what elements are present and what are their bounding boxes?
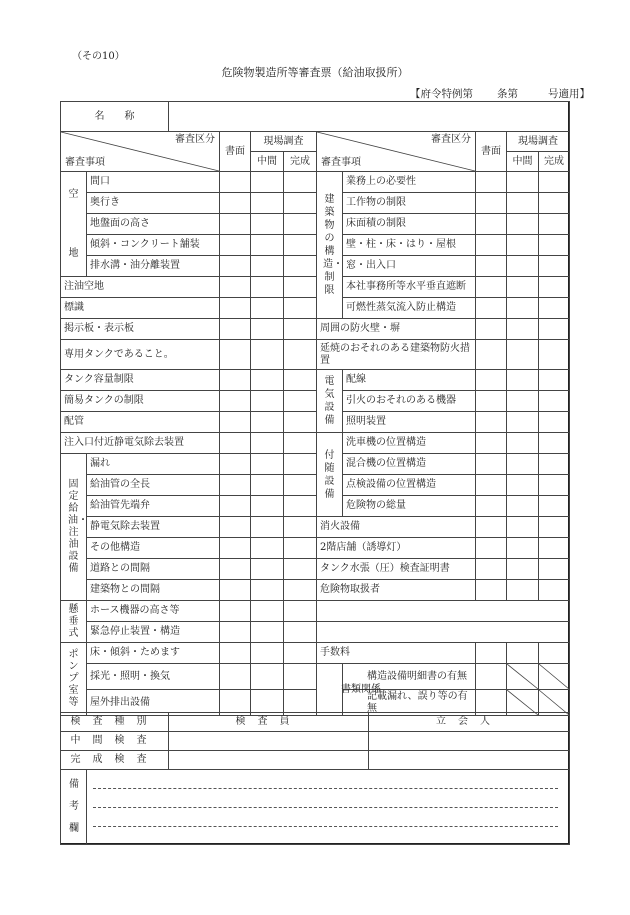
group-auxiliary: 付随設備 <box>317 433 343 517</box>
check-cell[interactable] <box>220 193 251 214</box>
check-cell[interactable] <box>284 454 317 475</box>
check-cell[interactable] <box>476 664 507 690</box>
check-cell[interactable] <box>220 475 251 496</box>
check-cell[interactable] <box>284 340 317 370</box>
check-cell[interactable] <box>220 433 251 454</box>
check-cell[interactable] <box>507 496 539 517</box>
check-cell[interactable] <box>220 340 251 370</box>
left-header-item: 審査事項 <box>65 157 105 168</box>
hanging-item: ホース機器の高さ等 <box>87 601 220 622</box>
static-inlet-item: 注入口付近静電気除去装置 <box>61 433 220 454</box>
check-cell[interactable] <box>539 517 570 538</box>
check-cell[interactable] <box>284 235 317 256</box>
check-cell[interactable] <box>251 454 284 475</box>
check-cell[interactable] <box>220 391 251 412</box>
check-cell[interactable] <box>539 298 570 319</box>
check-cell[interactable] <box>539 580 570 601</box>
group-space-top: 空 <box>68 189 79 200</box>
blank-row <box>317 622 570 643</box>
check-cell[interactable] <box>507 580 539 601</box>
space-item: 地盤面の高さ <box>87 214 220 235</box>
inspector-header: 検査員 <box>169 713 369 732</box>
check-cell[interactable] <box>251 391 284 412</box>
check-cell[interactable] <box>284 214 317 235</box>
check-cell[interactable] <box>284 517 317 538</box>
check-cell[interactable] <box>220 214 251 235</box>
check-cell[interactable] <box>284 475 317 496</box>
building-item: 本社事務所等水平垂直遮断 <box>343 277 476 298</box>
check-cell[interactable] <box>284 601 317 622</box>
check-cell[interactable] <box>507 256 539 277</box>
check-cell[interactable] <box>284 319 317 340</box>
check-cell[interactable] <box>507 214 539 235</box>
right-header-interim: 中間 <box>507 152 539 172</box>
right-header-document: 書面 <box>476 132 507 172</box>
completion-inspector-field[interactable] <box>169 751 369 770</box>
fireproof-item: 延焼のおそれのある建築物防火措置 <box>317 340 476 370</box>
crossed-cell <box>539 664 570 690</box>
check-cell[interactable] <box>284 643 317 664</box>
check-cell[interactable] <box>507 370 539 391</box>
handler-item: 危険物取扱者 <box>317 580 476 601</box>
space-item: 傾斜・コンクリート舗装 <box>87 235 220 256</box>
check-cell[interactable] <box>476 538 507 559</box>
fixed-item: 漏れ <box>87 454 220 475</box>
check-cell[interactable] <box>476 559 507 580</box>
building-item: 工作物の制限 <box>343 193 476 214</box>
check-cell[interactable] <box>251 538 284 559</box>
check-cell[interactable] <box>251 643 284 664</box>
checklist-table <box>60 131 570 716</box>
check-cell[interactable] <box>284 580 317 601</box>
check-cell[interactable] <box>220 298 251 319</box>
doc-relation-group: 書類関係 <box>317 664 343 716</box>
group-hanging: 懸垂式 <box>61 601 87 643</box>
doc-item: 構造設備明細書の有無 <box>343 664 476 690</box>
inspection-table <box>60 712 570 770</box>
left-header-diagonal <box>61 132 220 172</box>
check-cell[interactable] <box>284 664 317 690</box>
check-cell[interactable] <box>220 454 251 475</box>
check-cell[interactable] <box>539 559 570 580</box>
check-cell[interactable] <box>539 256 570 277</box>
check-cell[interactable] <box>539 214 570 235</box>
check-cell[interactable] <box>507 193 539 214</box>
check-cell[interactable] <box>220 664 251 690</box>
space-item: 間口 <box>87 172 220 193</box>
fixed-item: 給油管の全長 <box>87 475 220 496</box>
left-header-category: 審査区分 <box>175 134 215 145</box>
check-cell[interactable] <box>507 235 539 256</box>
group-electric: 電気設備 <box>317 370 343 433</box>
check-cell[interactable] <box>251 193 284 214</box>
check-cell[interactable] <box>476 412 507 433</box>
check-cell[interactable] <box>284 298 317 319</box>
remarks-label: 備考欄 <box>61 770 87 845</box>
check-cell[interactable] <box>284 172 317 193</box>
check-cell[interactable] <box>539 538 570 559</box>
check-cell[interactable] <box>251 412 284 433</box>
check-cell[interactable] <box>476 643 507 664</box>
check-cell[interactable] <box>507 172 539 193</box>
fixed-item: 建築物との間隔 <box>87 580 220 601</box>
check-cell[interactable] <box>220 370 251 391</box>
check-cell[interactable] <box>220 643 251 664</box>
check-cell[interactable] <box>284 277 317 298</box>
tank-pressure-item: タンク水張（圧）検査証明書 <box>317 559 476 580</box>
completion-inspection-label: 完成検査 <box>61 751 169 770</box>
name-field[interactable] <box>169 102 570 132</box>
check-cell[interactable] <box>539 454 570 475</box>
check-cell[interactable] <box>284 391 317 412</box>
check-cell[interactable] <box>220 559 251 580</box>
check-cell[interactable] <box>476 454 507 475</box>
check-cell[interactable] <box>539 643 570 664</box>
check-cell[interactable] <box>507 391 539 412</box>
board-item: 掲示板・表示板 <box>61 319 220 340</box>
check-cell[interactable] <box>539 475 570 496</box>
check-cell[interactable] <box>251 235 284 256</box>
check-cell[interactable] <box>539 340 570 370</box>
check-cell[interactable] <box>220 517 251 538</box>
name-label: 名 称 <box>61 102 169 132</box>
check-cell[interactable] <box>251 172 284 193</box>
check-cell[interactable] <box>507 340 539 370</box>
right-header-diagonal <box>317 132 476 172</box>
blank-row <box>317 601 570 622</box>
check-cell[interactable] <box>476 319 507 340</box>
interim-witness-field[interactable] <box>369 732 570 751</box>
second-floor-item: 2階店舗（誘導灯） <box>317 538 476 559</box>
ordinance-note <box>410 86 590 101</box>
check-cell[interactable] <box>476 172 507 193</box>
building-item: 窓・出入口 <box>343 256 476 277</box>
fixed-item: 給油管先端弁 <box>87 496 220 517</box>
group-pump: ポンプ室等 <box>61 643 87 716</box>
form-number: （その10） <box>72 51 125 62</box>
check-cell[interactable] <box>284 559 317 580</box>
check-cell[interactable] <box>284 370 317 391</box>
check-cell[interactable] <box>507 454 539 475</box>
check-cell[interactable] <box>476 580 507 601</box>
check-cell[interactable] <box>220 496 251 517</box>
simple-tank-item: 簡易タンクの制限 <box>61 391 220 412</box>
electric-item: 引火のおそれのある機器 <box>343 391 476 412</box>
check-cell[interactable] <box>251 433 284 454</box>
right-header-item: 審査事項 <box>321 157 361 168</box>
check-cell[interactable] <box>220 412 251 433</box>
check-cell[interactable] <box>476 475 507 496</box>
auxiliary-item: 危険物の総量 <box>343 496 476 517</box>
check-cell[interactable] <box>284 538 317 559</box>
left-header-completion: 完成 <box>284 152 317 172</box>
interim-inspector-field[interactable] <box>169 732 369 751</box>
check-cell[interactable] <box>251 319 284 340</box>
check-cell[interactable] <box>507 412 539 433</box>
group-building: 建築物の構造・制限 <box>317 172 343 319</box>
check-cell[interactable] <box>220 256 251 277</box>
check-cell[interactable] <box>507 277 539 298</box>
remarks-line <box>93 807 558 808</box>
check-cell[interactable] <box>284 433 317 454</box>
completion-witness-field[interactable] <box>369 751 570 770</box>
space-item: 奥行き <box>87 193 220 214</box>
check-cell[interactable] <box>476 391 507 412</box>
hanging-item: 緊急停止装置・構造 <box>87 622 220 643</box>
group-space <box>61 172 87 277</box>
interim-inspection-label: 中間検査 <box>61 732 169 751</box>
check-cell[interactable] <box>476 235 507 256</box>
remarks-line <box>93 826 558 827</box>
electric-item: 照明装置 <box>343 412 476 433</box>
left-header-document: 書面 <box>220 132 251 172</box>
inspection-type-header: 検査種別 <box>61 713 169 732</box>
pump-item: 屋外排出設備 <box>87 690 220 716</box>
electric-item: 配線 <box>343 370 476 391</box>
check-cell[interactable] <box>539 319 570 340</box>
check-cell[interactable] <box>476 496 507 517</box>
check-cell[interactable] <box>476 370 507 391</box>
check-cell[interactable] <box>539 391 570 412</box>
check-cell[interactable] <box>284 256 317 277</box>
check-cell[interactable] <box>539 277 570 298</box>
check-cell[interactable] <box>251 277 284 298</box>
check-cell[interactable] <box>251 475 284 496</box>
check-cell[interactable] <box>284 412 317 433</box>
dedicated-tank-item: 専用タンクであること。 <box>61 340 220 370</box>
extinguisher-item: 消火設備 <box>317 517 476 538</box>
check-cell[interactable] <box>539 412 570 433</box>
right-header-category: 審査区分 <box>431 134 471 145</box>
check-cell[interactable] <box>220 601 251 622</box>
check-cell[interactable] <box>220 319 251 340</box>
sign-item: 標識 <box>61 298 220 319</box>
check-cell[interactable] <box>476 517 507 538</box>
building-item: 床面積の制限 <box>343 214 476 235</box>
check-cell[interactable] <box>251 214 284 235</box>
fee-item: 手数料 <box>317 643 476 664</box>
building-item: 可燃性蒸気流入防止構造 <box>343 298 476 319</box>
witness-header: 立会人 <box>369 713 570 732</box>
group-space-bottom: 地 <box>68 248 79 259</box>
piping-item: 配管 <box>61 412 220 433</box>
check-cell[interactable] <box>220 580 251 601</box>
check-cell[interactable] <box>251 370 284 391</box>
check-cell[interactable] <box>220 235 251 256</box>
check-cell[interactable] <box>539 433 570 454</box>
check-cell[interactable] <box>476 193 507 214</box>
group-fixed: 固定給油・注油設備 <box>61 454 87 601</box>
check-cell[interactable] <box>507 298 539 319</box>
check-cell[interactable] <box>507 643 539 664</box>
auxiliary-item: 混合機の位置構造 <box>343 454 476 475</box>
check-cell[interactable] <box>251 601 284 622</box>
check-cell[interactable] <box>507 517 539 538</box>
doc-item: 記載漏れ、誤り等の有無 <box>343 690 476 716</box>
check-cell[interactable] <box>284 622 317 643</box>
right-header-completion: 完成 <box>539 152 570 172</box>
building-item: 業務上の必要性 <box>343 172 476 193</box>
check-cell[interactable] <box>251 622 284 643</box>
check-cell[interactable] <box>476 256 507 277</box>
ordinance-close: 号適用】 <box>548 88 590 100</box>
check-cell[interactable] <box>476 214 507 235</box>
fixed-item: 道路との間隔 <box>87 559 220 580</box>
fixed-item: 静電気除去装置 <box>87 517 220 538</box>
check-cell[interactable] <box>507 319 539 340</box>
check-cell[interactable] <box>476 433 507 454</box>
name-table <box>60 101 570 132</box>
check-cell[interactable] <box>476 277 507 298</box>
check-cell[interactable] <box>251 298 284 319</box>
crossed-cell <box>507 664 539 690</box>
check-cell[interactable] <box>251 580 284 601</box>
left-header-interim: 中間 <box>251 152 284 172</box>
check-cell[interactable] <box>220 172 251 193</box>
building-item: 壁・柱・床・はり・屋根 <box>343 235 476 256</box>
check-cell[interactable] <box>251 664 284 690</box>
check-cell[interactable] <box>539 172 570 193</box>
check-cell[interactable] <box>251 559 284 580</box>
check-cell[interactable] <box>507 475 539 496</box>
check-cell[interactable] <box>251 496 284 517</box>
document-title: 危険物製造所等審査票（給油取扱所） <box>221 66 409 79</box>
check-cell[interactable] <box>284 496 317 517</box>
ordinance-open: 【府令特例第 <box>410 88 473 100</box>
check-cell[interactable] <box>507 559 539 580</box>
refuel-space: 注油空地 <box>61 277 220 298</box>
check-cell[interactable] <box>476 298 507 319</box>
check-cell[interactable] <box>251 256 284 277</box>
fixed-item: その他構造 <box>87 538 220 559</box>
check-cell[interactable] <box>220 538 251 559</box>
check-cell[interactable] <box>220 622 251 643</box>
check-cell[interactable] <box>507 433 539 454</box>
right-header-site: 現場調査 <box>507 132 570 152</box>
space-item: 排水溝・油分離装置 <box>87 256 220 277</box>
check-cell[interactable] <box>539 496 570 517</box>
check-cell[interactable] <box>251 517 284 538</box>
tank-capacity-item: タンク容量制限 <box>61 370 220 391</box>
left-header-site: 現場調査 <box>251 132 317 152</box>
check-cell[interactable] <box>539 193 570 214</box>
check-cell[interactable] <box>539 235 570 256</box>
ordinance-mid: 条第 <box>497 88 518 100</box>
check-cell[interactable] <box>251 340 284 370</box>
check-cell[interactable] <box>507 538 539 559</box>
auxiliary-item: 点検設備の位置構造 <box>343 475 476 496</box>
fire-wall-item: 周囲の防火壁・塀 <box>317 319 476 340</box>
check-cell[interactable] <box>539 370 570 391</box>
check-cell[interactable] <box>284 193 317 214</box>
pump-item: 床・傾斜・ためます <box>87 643 220 664</box>
pump-item: 採光・照明・換気 <box>87 664 220 690</box>
auxiliary-item: 洗車機の位置構造 <box>343 433 476 454</box>
remarks-line <box>93 788 558 789</box>
check-cell[interactable] <box>220 277 251 298</box>
check-cell[interactable] <box>476 340 507 370</box>
